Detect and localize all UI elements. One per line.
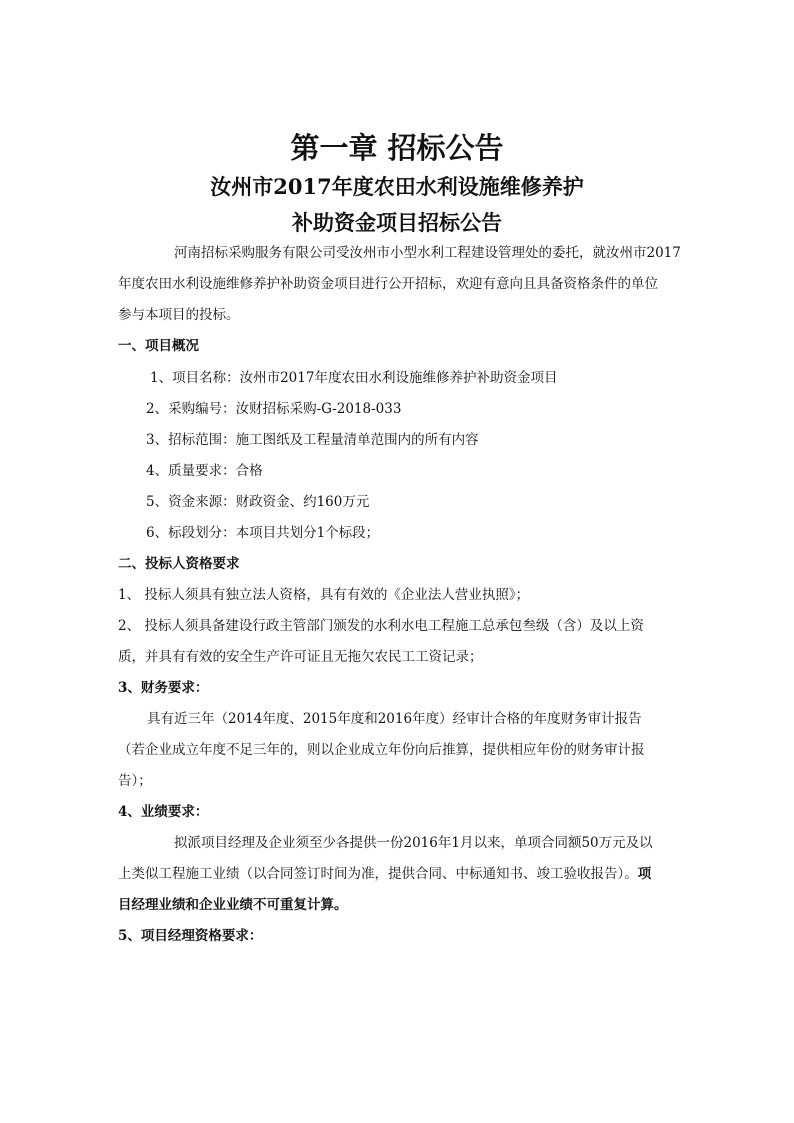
project-item-6: 6、标段划分：本项目共划分1个标段； xyxy=(146,525,380,541)
intro-line-3: 参与本项目的投标。 xyxy=(118,307,240,323)
chapter-title: 第一章 招标公告 xyxy=(290,131,504,165)
performance-line-2-bold: 项 xyxy=(637,866,652,882)
project-item-3: 3、招标范围：施工图纸及工程量清单范围内的所有内容 xyxy=(146,432,479,448)
performance-line-1: 拟派项目经理及企业须至少各提供一份2016年1月以来，单项合同额50万元及以 xyxy=(174,835,653,851)
project-item-4: 4、质量要求：合格 xyxy=(146,463,263,479)
document-title-line-1: 汝州市2017年度农田水利设施维修养护 xyxy=(210,174,584,199)
performance-line-3: 目经理业绩和企业业绩不可重复计算。 xyxy=(118,897,348,913)
intro-line-2: 年度农田水利设施维修养护补助资金项目进行公开招标，欢迎有意向且具备资格条件的单位 xyxy=(118,276,658,292)
project-manager-heading: 5、项目经理资格要求： xyxy=(118,928,263,944)
performance-heading: 4、业绩要求： xyxy=(118,804,209,820)
finance-line-1: 具有近三年（2014年度、2015年度和2016年度）经审计合格的年度财务审计报告 xyxy=(147,711,642,727)
requirement-2-line-2: 质，并具有有效的安全生产许可证且无拖欠农民工工资记录； xyxy=(118,649,483,665)
section-2-heading: 二、投标人资格要求 xyxy=(118,556,240,572)
performance-line-2-text: 上类似工程施工业绩（以合同签订时间为准，提供合同、中标通知书、竣工验收报告）。 xyxy=(118,866,638,882)
project-item-5: 5、资金来源：财政资金、约160万元 xyxy=(146,494,370,510)
project-item-2: 2、采购编号：汝财招标采购-G-2018-033 xyxy=(146,401,402,417)
section-1-heading: 一、项目概况 xyxy=(118,338,199,354)
finance-line-3: 告）； xyxy=(118,773,152,789)
document-title-line-2: 补助资金项目招标公告 xyxy=(292,210,502,235)
finance-line-2: （若企业成立年度不足三年的，则以企业成立年份向后推算，提供相应年份的财务审计报 xyxy=(118,742,645,758)
requirement-1: 1、 投标人须具有独立法人资格，具有有效的《企业法人营业执照》； xyxy=(118,587,530,603)
finance-heading: 3、财务要求： xyxy=(118,680,209,696)
requirement-2-line-1: 2、 投标人须具备建设行政主管部门颁发的水利水电工程施工总承包叁级（含）及以上资 xyxy=(118,618,644,634)
performance-line-2 xyxy=(118,862,651,882)
project-item-1: 1、项目名称：汝州市2017年度农田水利设施维修养护补助资金项目 xyxy=(150,370,558,386)
intro-line-1: 河南招标采购服务有限公司受汝州市小型水利工程建设管理处的委托，就汝州市2017 xyxy=(174,245,681,261)
